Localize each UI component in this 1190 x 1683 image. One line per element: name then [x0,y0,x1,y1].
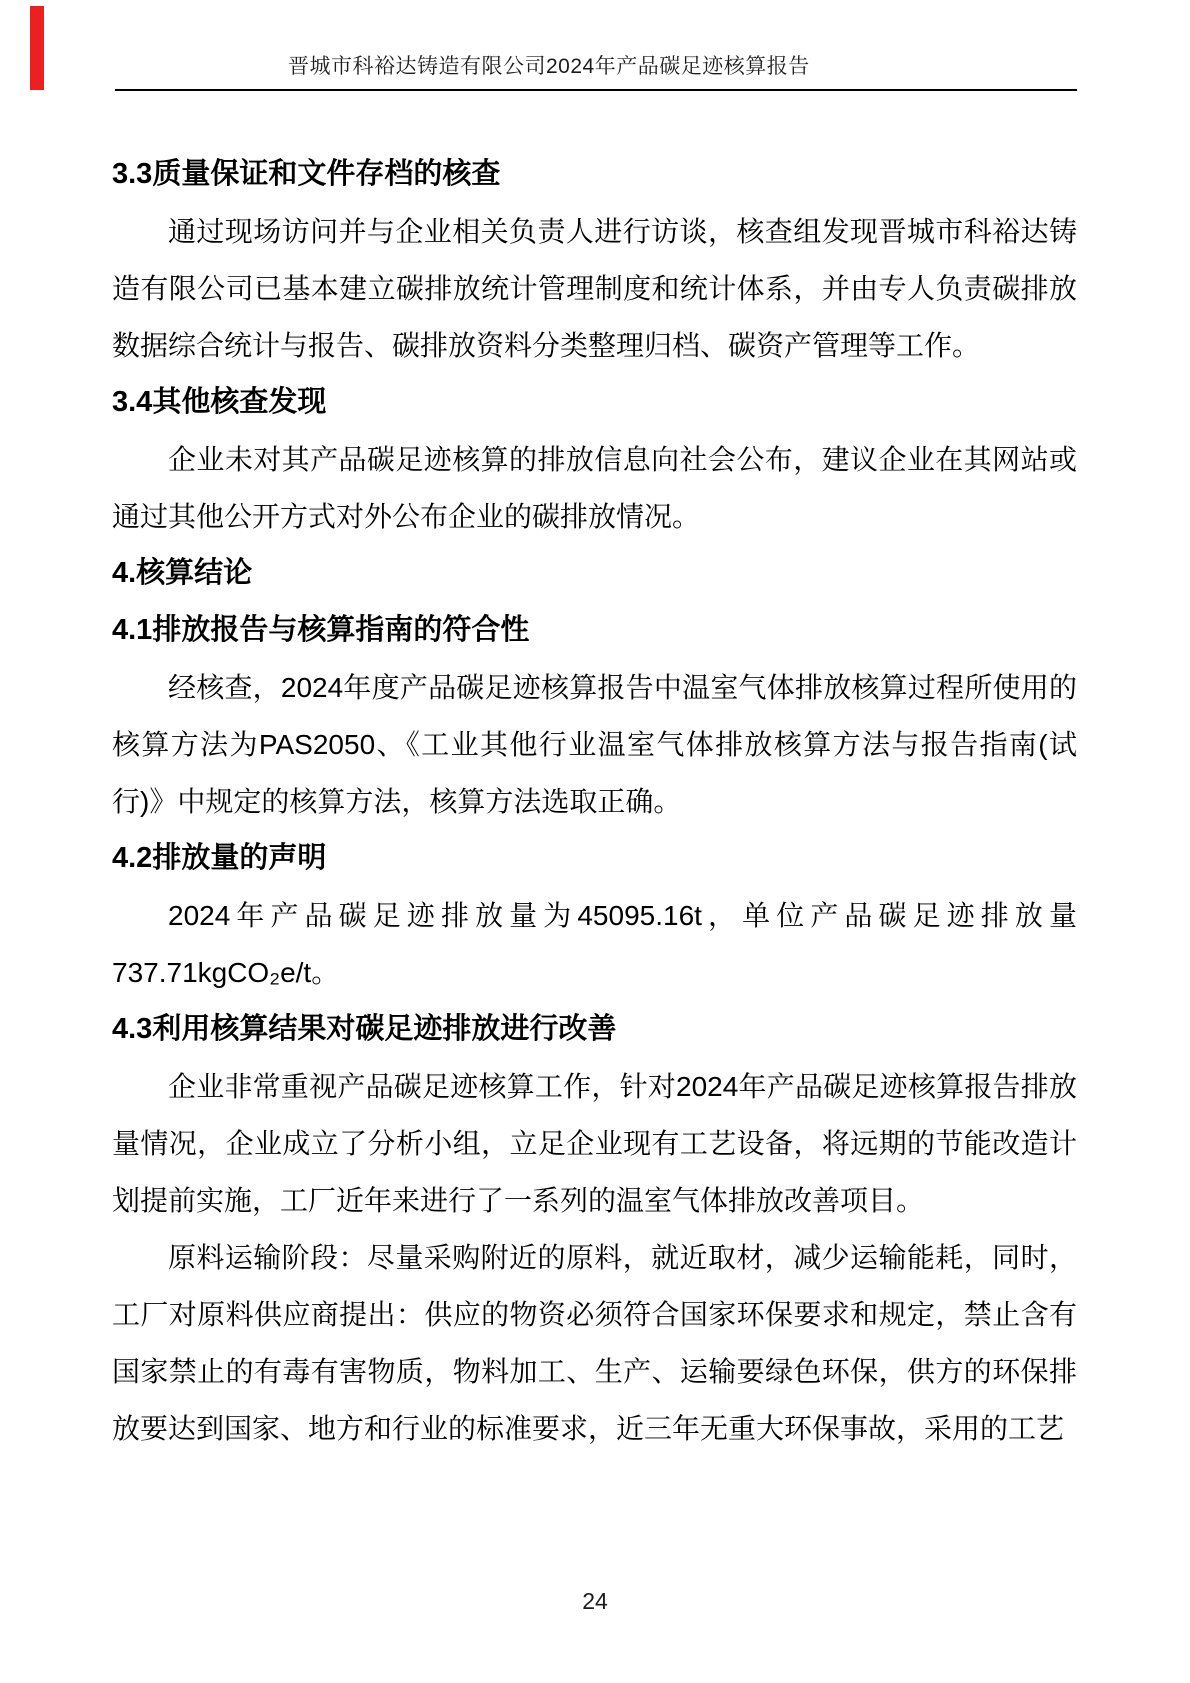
paragraph-3-3: 通过现场访问并与企业相关负责人进行访谈，核查组发现晋城市科裕达铸造有限公司已基本建立碳排放统计管理制度和统计体系，并由专人负责碳排放数据综合统计与报告、碳排放资料分类整理归档、碳资产管理等工作。 [112,216,1077,361]
section-heading-3-4: 3.4其他核查发现 [112,386,327,418]
section-heading-4-2: 4.2排放量的声明 [112,842,327,874]
section-heading-4-1: 4.1排放报告与核算指南的符合性 [112,614,530,646]
section-heading-4-3: 4.3利用核算结果对碳足迹排放进行改善 [112,1013,617,1045]
document-body [112,146,1077,1457]
paragraph-4-3-a: 企业非常重视产品碳足迹核算工作，针对2024年产品碳足迹核算报告排放量情况，企业成立了分析小组，立足企业现有工艺设备，将远期的节能改造计划提前实施，工厂近年来进行了一系列的温室气体排放改善项目。 [112,1071,1077,1216]
page-number: 24 [582,1588,608,1614]
section-heading-4: 4.核算结论 [112,557,253,589]
page-header-title: 晋城市科裕达铸造有限公司2024年产品碳足迹核算报告 [288,55,810,78]
paragraph-4-2: 2024年产品碳足迹排放量为45095.16t，单位产品碳足迹排放量737.71kgCO₂e/t。 [112,900,1077,988]
section-heading-3-3: 3.3质量保证和文件存档的核查 [112,158,501,190]
paragraph-4-3-b: 原料运输阶段：尽量采购附近的原料，就近取材，减少运输能耗，同时，工厂对原料供应商提出：供应的物资必须符合国家环保要求和规定，禁止含有国家禁止的有毒有害物质，物料加工、生产、运输要绿色环保，供方的环保排放要达到国家、地方和行业的标准要求，近三年无重大环保事故，采用的工艺 [112,1242,1077,1444]
paragraph-4-1: 经核查，2024年度产品碳足迹核算报告中温室气体排放核算过程所使用的核算方法为PAS2050、《工业其他行业温室气体排放核算方法与报告指南(试行)》中规定的核算方法，核算方法选取正确。 [112,672,1077,817]
red-marker [30,6,44,90]
header-divider [115,89,1077,91]
paragraph-3-4: 企业未对其产品碳足迹核算的排放信息向社会公布，建议企业在其网站或通过其他公开方式对外公布企业的碳排放情况。 [112,444,1077,532]
